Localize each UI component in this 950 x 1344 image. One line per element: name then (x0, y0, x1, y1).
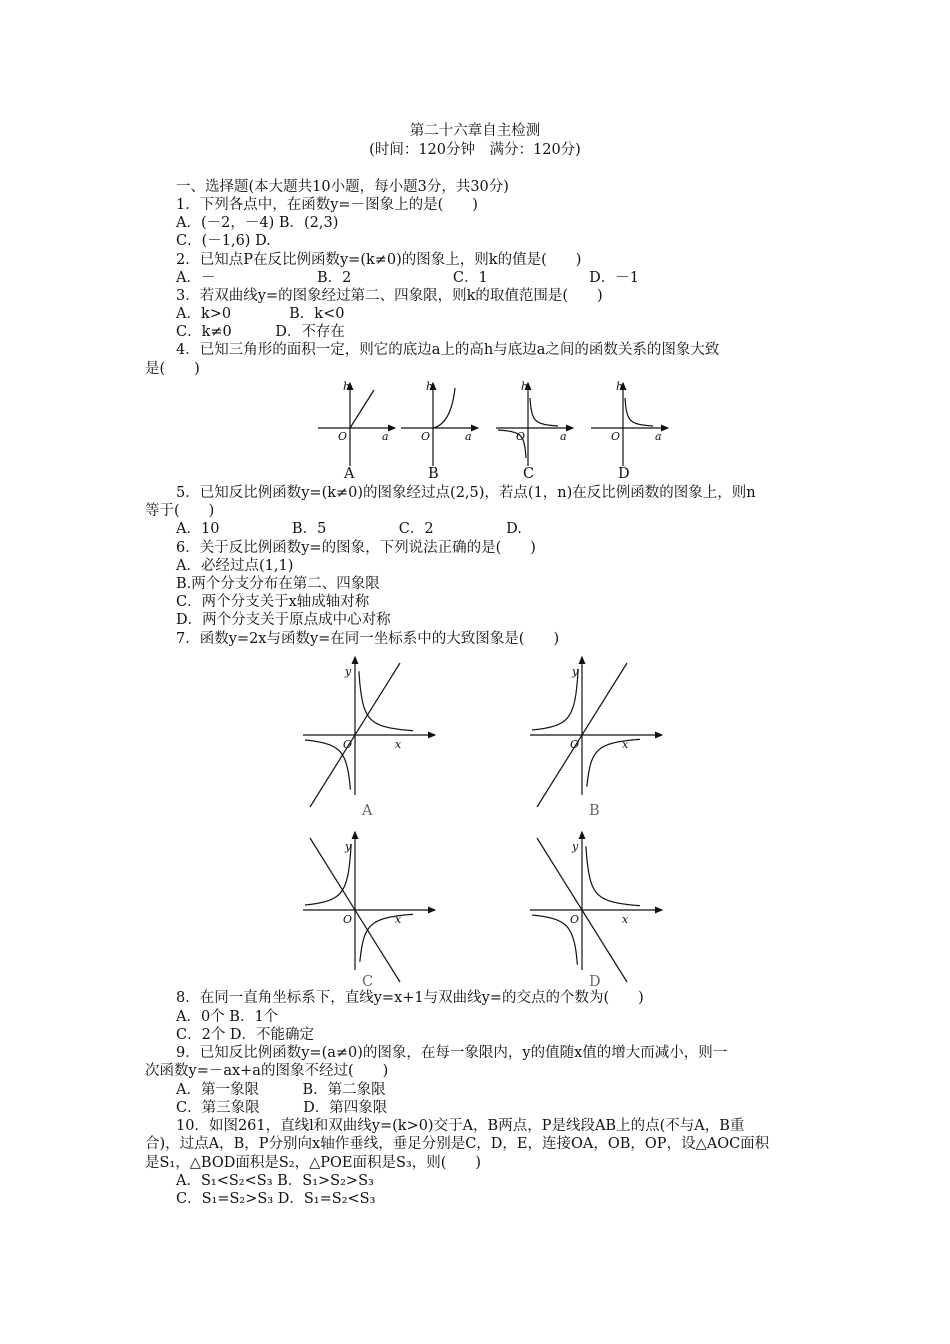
q4-axis-label-a: a (655, 430, 662, 443)
question-4-cont: 是( ) (145, 361, 200, 377)
q6-option-c: C．两个分支关于x轴成轴对称 (176, 594, 370, 610)
q4-origin-label: O (338, 430, 348, 443)
q7-axis-label-y: y (572, 840, 579, 853)
q3-options-ab: A．k>0 B．k<0 (176, 306, 345, 322)
q4-curve (350, 390, 374, 428)
q4-label-d: D (618, 466, 630, 482)
q1-options-cd: C．(－1,6) D. (176, 233, 271, 249)
question-5-cont: 等于( ) (145, 503, 215, 519)
question-10-cont1: 合)，过点A，B，P分别向x轴作垂线，垂足分别是C，D，E，连接OA，OB，OP，设△AOC面积 (145, 1136, 770, 1152)
q4-axis-label-h: h (521, 380, 529, 393)
q4-label-b: B (428, 466, 439, 482)
q7-axis-label-y: y (345, 840, 352, 853)
q4-axis-label-h: h (616, 380, 624, 393)
q2-options: A．－ B．2 C．1 D．－1 (176, 270, 640, 286)
question-10: 10．如图261，直线l和双曲线y=(k>0)交于A，B两点，P是线段AB上的点(不与A，B重 (176, 1118, 745, 1134)
q7-label-a: A (362, 803, 373, 819)
section-heading: 一、选择题(本大题共10小题，每小题3分，共30分) (176, 179, 509, 195)
question-9: 9．已知反比例函数y=(a≠0)的图象，在每一象限内，y的值随x值的增大而减小，则一 (176, 1045, 728, 1061)
question-8: 8．在同一直角坐标系下，直线y=x+1与双曲线y=的交点的个数为( ) (176, 990, 644, 1006)
q4-origin-label: O (421, 430, 431, 443)
q7-axis-label-x: x (622, 738, 629, 751)
q4-axis-label-h: h (426, 380, 434, 393)
q7-hyperbola (305, 671, 413, 790)
q9-options-ab: A．第一象限 B．第二象限 (176, 1082, 386, 1098)
q10-options-cd: C．S₁=S₂>S₃ D．S₁=S₂<S₃ (176, 1191, 376, 1207)
q6-option-d: D．两个分支关于原点成中心对称 (176, 612, 391, 628)
q8-options-ab: A．0个 B．1个 (176, 1009, 279, 1025)
q4-label-c: C (523, 466, 535, 482)
question-5: 5．已知反比例函数y=(k≠0)的图象经过点(2,5)，若点(1，n)在反比例函数的图象上，则n (176, 485, 756, 501)
q6-option-b: B.两个分支分布在第二、四象限 (176, 576, 380, 592)
q4-axis-label-a: a (382, 430, 389, 443)
q7-axis-label-x: x (622, 913, 629, 926)
q7-axis-label-y: y (345, 665, 352, 678)
q7-hyperbola (305, 844, 413, 962)
question-3: 3．若双曲线y=的图象经过第二、四象限，则k的取值范围是( ) (176, 288, 603, 304)
q7-origin-label: O (570, 913, 580, 926)
q1-options-ab: A．(－2，－4) B．(2,3) (176, 215, 339, 231)
q4-origin-label: O (611, 430, 621, 443)
q7-hyperbola (532, 846, 640, 965)
q7-origin-label: O (570, 738, 580, 751)
q7-label-d: D (589, 974, 601, 990)
q5-options: A．10 B．5 C．2 D. (176, 521, 522, 537)
q4-label-a: A (344, 466, 355, 482)
question-1: 1．下列各点中，在函数y=－图象上的是( ) (176, 197, 478, 213)
q8-options-cd: C．2个 D．不能确定 (176, 1027, 315, 1043)
question-6: 6．关于反比例函数y=的图象，下列说法正确的是( ) (176, 540, 536, 556)
page-title: 第二十六章自主检测 (409, 123, 541, 139)
question-4: 4．已知三角形的面积一定，则它的底边a上的高h与底边a之间的函数关系的图象大致 (176, 342, 720, 358)
question-9-cont: 次函数y=－ax+a的图象不经过( ) (145, 1063, 389, 1079)
q4-curve (433, 388, 455, 428)
q6-option-a: A．必经过点(1,1) (176, 558, 294, 574)
question-10-cont2: 是S₁，△BOD面积是S₂，△POE面积是S₃，则( ) (145, 1155, 482, 1171)
q7-figure (295, 655, 675, 995)
page-subtitle: (时间：120分钟 满分：120分) (369, 142, 581, 158)
q4-axis-label-h: h (343, 380, 351, 393)
question-2: 2．已知点P在反比例函数y=(k≠0)的图象上，则k的值是( ) (176, 252, 582, 268)
q7-label-c: C (362, 974, 374, 990)
q7-axis-label-x: x (395, 738, 402, 751)
q9-options-cd: C．第三象限 D．第四象限 (176, 1100, 388, 1116)
q7-axis-label-x: x (395, 913, 402, 926)
q4-axis-label-a: a (560, 430, 567, 443)
q10-options-ab: A．S₁<S₂<S₃ B．S₁>S₂>S₃ (176, 1173, 374, 1189)
q7-axis-label-y: y (572, 665, 579, 678)
q3-options-cd: C．k≠0 D．不存在 (176, 324, 345, 340)
q4-curve (625, 398, 653, 426)
q7-origin-label: O (343, 738, 353, 751)
q7-label-b: B (589, 803, 600, 819)
question-7: 7．函数y=2x与函数y=在同一坐标系中的大致图象是( ) (176, 631, 560, 647)
q7-origin-label: O (343, 913, 353, 926)
q4-origin-label: O (516, 430, 526, 443)
q4-axis-label-a: a (465, 430, 472, 443)
